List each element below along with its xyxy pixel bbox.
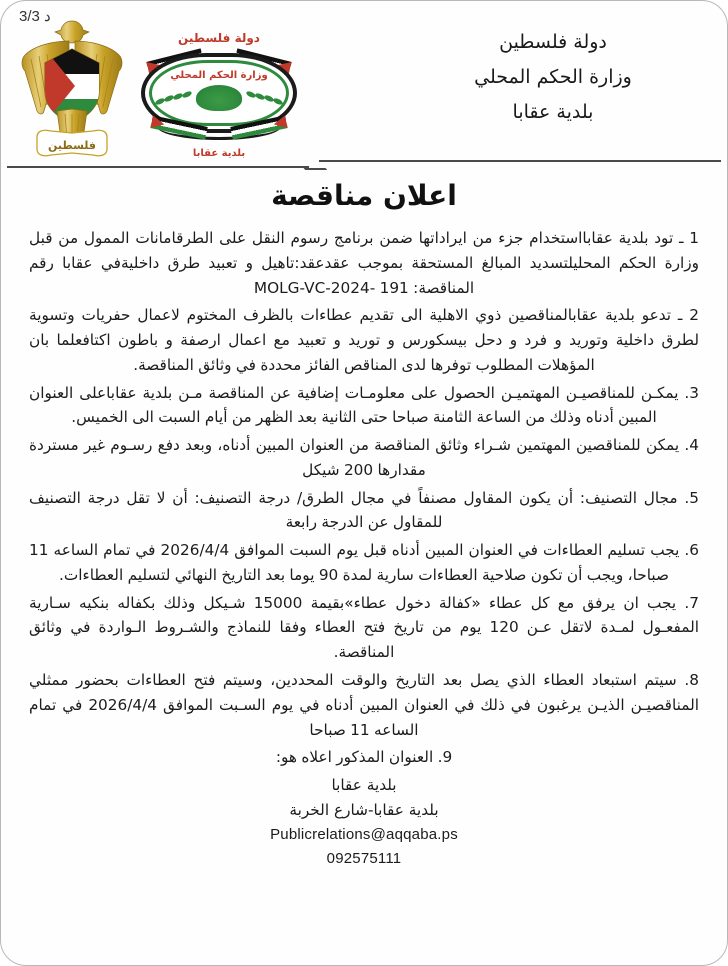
divider-segment-right — [319, 160, 721, 162]
header-authority-text — [403, 25, 703, 130]
divider-segment-left — [7, 166, 309, 168]
municipality-logo-bottom-text: بلدية عقابا — [192, 148, 246, 159]
document-header — [1, 1, 727, 161]
clause-7: 7. يجب ان يرفق مع كل عطاء «كفالة دخول عطاء»بقيمة 15000 شـيكل وذلك بكفاله بنكيه سـارية المفعـول لمـدة لاتقل عـن 120 يوم من تاريخ فتح العطاء وفقا للنماذج والشـروط الـواردة في وثائق المناقصة. — [29, 593, 700, 662]
address-street: بلدية عقابا-شارع الخربة — [289, 800, 439, 819]
eagle-of-saladin-icon — [17, 15, 127, 161]
wheat-branch-left-icon — [155, 91, 199, 111]
municipality-logo-top-text: دولة فلسطين — [178, 31, 260, 45]
header-line-municipality: بلدية عقابا — [512, 101, 594, 124]
header-line-ministry: وزارة الحكم المحلي — [474, 66, 632, 89]
contact-phone[interactable]: 092575111 — [326, 849, 402, 867]
clause-3: 3. يمكـن للمناقصيـن المهتميـن الحصول على معلومـات إضافية عن المناقصة مـن بلدية عقاباعلى العنوان المبين أدناه وذلك من الساعة الثامنة صباحا حتى الثانية بعد الظهر من أيام السبت الى الخميس. — [29, 383, 699, 427]
emblem-group — [17, 15, 305, 161]
clause-8: 8. سيتم استبعاد العطاء الذي يصل بعد التاريخ والوقت المحددين، وسيتم فتح العطاءات بحضور ممثلي المناقصيـن الذيـن يرغبون في ذلك في العنوان المبين أدناه في يوم السـبت الموافق 2026/4/4 في تمام الساعه 11 صباحا — [29, 671, 699, 739]
contact-address-block — [29, 773, 699, 871]
header-divider — [1, 159, 727, 171]
address-municipality: بلدية عقابا — [331, 776, 397, 795]
clause-6: 6. يجب تسليم العطاءات في العنوان المبين أدناه قبل يوم السبت الموافق 2026/4/4 في تمام الساعه 11 صباحا، ويجب أن تكون صلاحية العطاءات سارية لمدة 90 يوما بعد التاريخ النهائي لتسليم العطاءات. — [29, 541, 700, 584]
page-title: اعلان مناقصة — [271, 179, 457, 212]
municipality-logo-middle-text: وزارة الحكم المحلي — [170, 70, 268, 81]
clause-5: 5. مجال التصنيف: أن يكون المقاول مصنفاً في مجال الطرق/ درجة التصنيف: أن لا تقل درجة التصنيف للمقاول عن الدرجة رابعة — [29, 488, 699, 532]
clause-9: 9. العنوان المذكور اعلاه هو: — [275, 748, 453, 767]
page-marker: د 3/3 — [19, 8, 51, 25]
clause-1: 1 ـ تود بلدية عقابااستخدام جزء من ايراداتها ضمن برنامج رسوم النقل على الطرقامانات الممول من قبل وزارة الحكم المحليلتسديد المبالغ المستحقة بموجب عقدعقد:تاهيل و تعبيد طرق داخليةفي عقابا رقم المناقصة: MOLG-VC-2024- 191 — [29, 229, 699, 297]
wheat-branch-right-icon — [239, 91, 283, 111]
clause-4: 4. يمكن للمناقصين المهتمين شـراء وثائق المناقصة من العنوان المبين أدناه، وبعد دفع رسـوم غير مستردة مقدارها 200 شيكل — [29, 436, 699, 479]
clause-2: 2 ـ تدعو بلدية عقابالمناقصين ذوي الاهلية الى تقديم عطاءات بالظرف المختوم لاعمال حفريات وتسوية لطرق داخلية وتوريد و فرد و دحل بيسكورس و توريد و تعبيد مع اعمال ارصفة و باطون اكتافعلما بان المؤهلات المطلوب توفرها لدى المناقص الفائز محددة في وثائق المناقصة. — [29, 306, 699, 374]
header-line-state: دولة فلسطين — [499, 31, 607, 53]
municipality-logo-icon — [133, 29, 305, 161]
contact-email[interactable]: Publicrelations@aqqaba.ps — [270, 825, 458, 843]
eagle-emblem-caption: فلسطين — [48, 139, 96, 152]
olive-tree-icon — [196, 85, 242, 111]
document-body — [1, 212, 727, 871]
